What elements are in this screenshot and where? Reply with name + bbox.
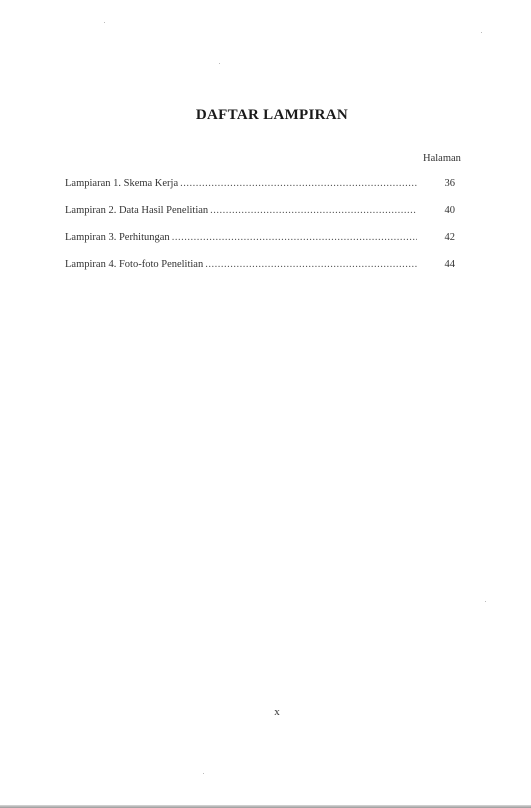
page-number: x xyxy=(274,706,280,718)
toc-entry-1 xyxy=(65,178,455,205)
toc-leader-dots xyxy=(172,232,417,243)
toc-entry-label: Lampiran 4. Foto-foto Penelitian xyxy=(65,259,204,270)
toc-entry-page: 40 xyxy=(444,205,455,216)
toc-entry-2 xyxy=(65,205,455,232)
table-of-contents xyxy=(65,178,455,286)
toc-entry-page: 36 xyxy=(444,178,455,189)
scan-speck xyxy=(481,32,482,33)
toc-entry-3 xyxy=(65,232,455,259)
toc-entry-4 xyxy=(65,259,455,286)
toc-entry-label: Lampiran 2. Data Hasil Penelitian xyxy=(65,205,209,216)
toc-entry-page: 44 xyxy=(444,259,455,270)
toc-leader-dots xyxy=(210,205,417,216)
scan-speck xyxy=(104,22,105,23)
page-column-header: Halaman xyxy=(423,153,461,164)
scan-speck xyxy=(485,601,486,602)
scan-speck xyxy=(219,63,220,64)
scan-speck xyxy=(203,773,204,774)
page-title: DAFTAR LAMPIRAN xyxy=(195,107,349,123)
toc-leader-dots xyxy=(180,178,417,189)
toc-entry-label: Lampiran 3. Perhitungan xyxy=(65,232,170,243)
toc-leader-dots xyxy=(205,259,417,270)
toc-entry-label: Lampiaran 1. Skema Kerja xyxy=(65,178,179,189)
toc-entry-page: 42 xyxy=(444,232,455,243)
